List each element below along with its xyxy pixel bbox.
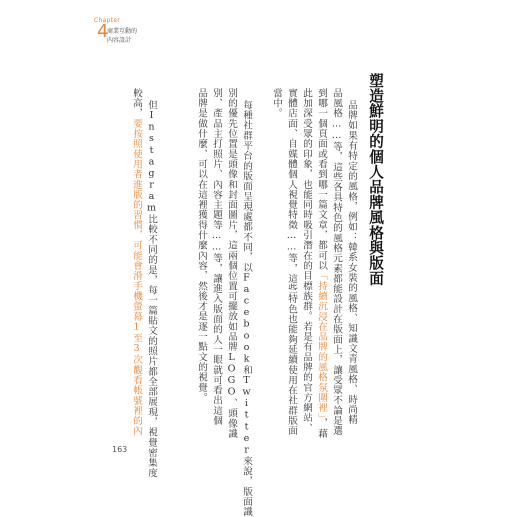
paragraph1-col3-text: 到哪一個頁面或看到哪一篇文章，都可以 — [316, 88, 327, 271]
paragraph1-col3-tail: ，藉 — [316, 418, 327, 439]
chapter-title-line2: 內容設計 — [107, 37, 132, 44]
chapter-title — [107, 27, 137, 45]
paragraph3-highlight: 要按照使用者進版的習慣，可能會滑手機螢幕1至3次觀看帳號裡的內 — [131, 118, 142, 436]
paragraph2-col1: 每種社群平台的版面呈現處都不同，以Facebook和Twitter來說，版面識 — [241, 100, 252, 517]
paragraph1-col1: 品牌如果有特定的風格，例如：韓系女裝的風格、知識文青風格、時尚精 — [346, 100, 357, 425]
paragraph1-col3 — [316, 88, 326, 438]
chapter-number: 4 — [97, 21, 109, 42]
paragraph1-col5: 實體店面、自媒體個人視覺特徵……等，這些特色也能夠延續使用在社群版面 — [286, 88, 297, 436]
paragraph2-col2: 別的優先位置是頭像和封面圖片，這兩個位置可擺放如品牌LOGO、頭像識 — [226, 88, 237, 439]
paragraph2-col3: 別、產品主打照片、內容主題等……等，讓進入版面的人一眼就可看出這個 — [211, 88, 222, 426]
paragraph2-col4: 品牌是做什麼、可以在這裡獲得什麼內容，然後才是逐一點文的視覺。 — [196, 88, 207, 403]
paragraph3-col2-text: 較高， — [131, 88, 142, 119]
paragraph3-col1: 但Instagram比較不同的是，每一篇貼文的照片都全部展現，視覺密集度 — [146, 100, 157, 478]
paragraph1-col6: 當中。 — [271, 88, 282, 119]
chapter-title-line1: 商業互動的 — [107, 28, 138, 35]
paragraph3-col2 — [131, 88, 141, 436]
chapter-marker — [94, 17, 138, 44]
paragraph1-col4: 此加深受眾的印象，也能同時吸引潛在的目標族群。若是有品牌的官方網站、 — [301, 88, 312, 434]
paragraph1-highlight: 「持續沉浸在品牌的風格氛圍裡」 — [316, 270, 327, 419]
paragraph1-col2: 品風格……等，這些各具特色的風格元素都能設計在版面上，讓受眾不論是選 — [331, 88, 342, 436]
page-number: 163 — [112, 445, 128, 454]
chapter-label: Chapter — [94, 17, 121, 24]
section-heading: 塑造鮮明的個人品牌風格與版面 — [367, 73, 384, 286]
